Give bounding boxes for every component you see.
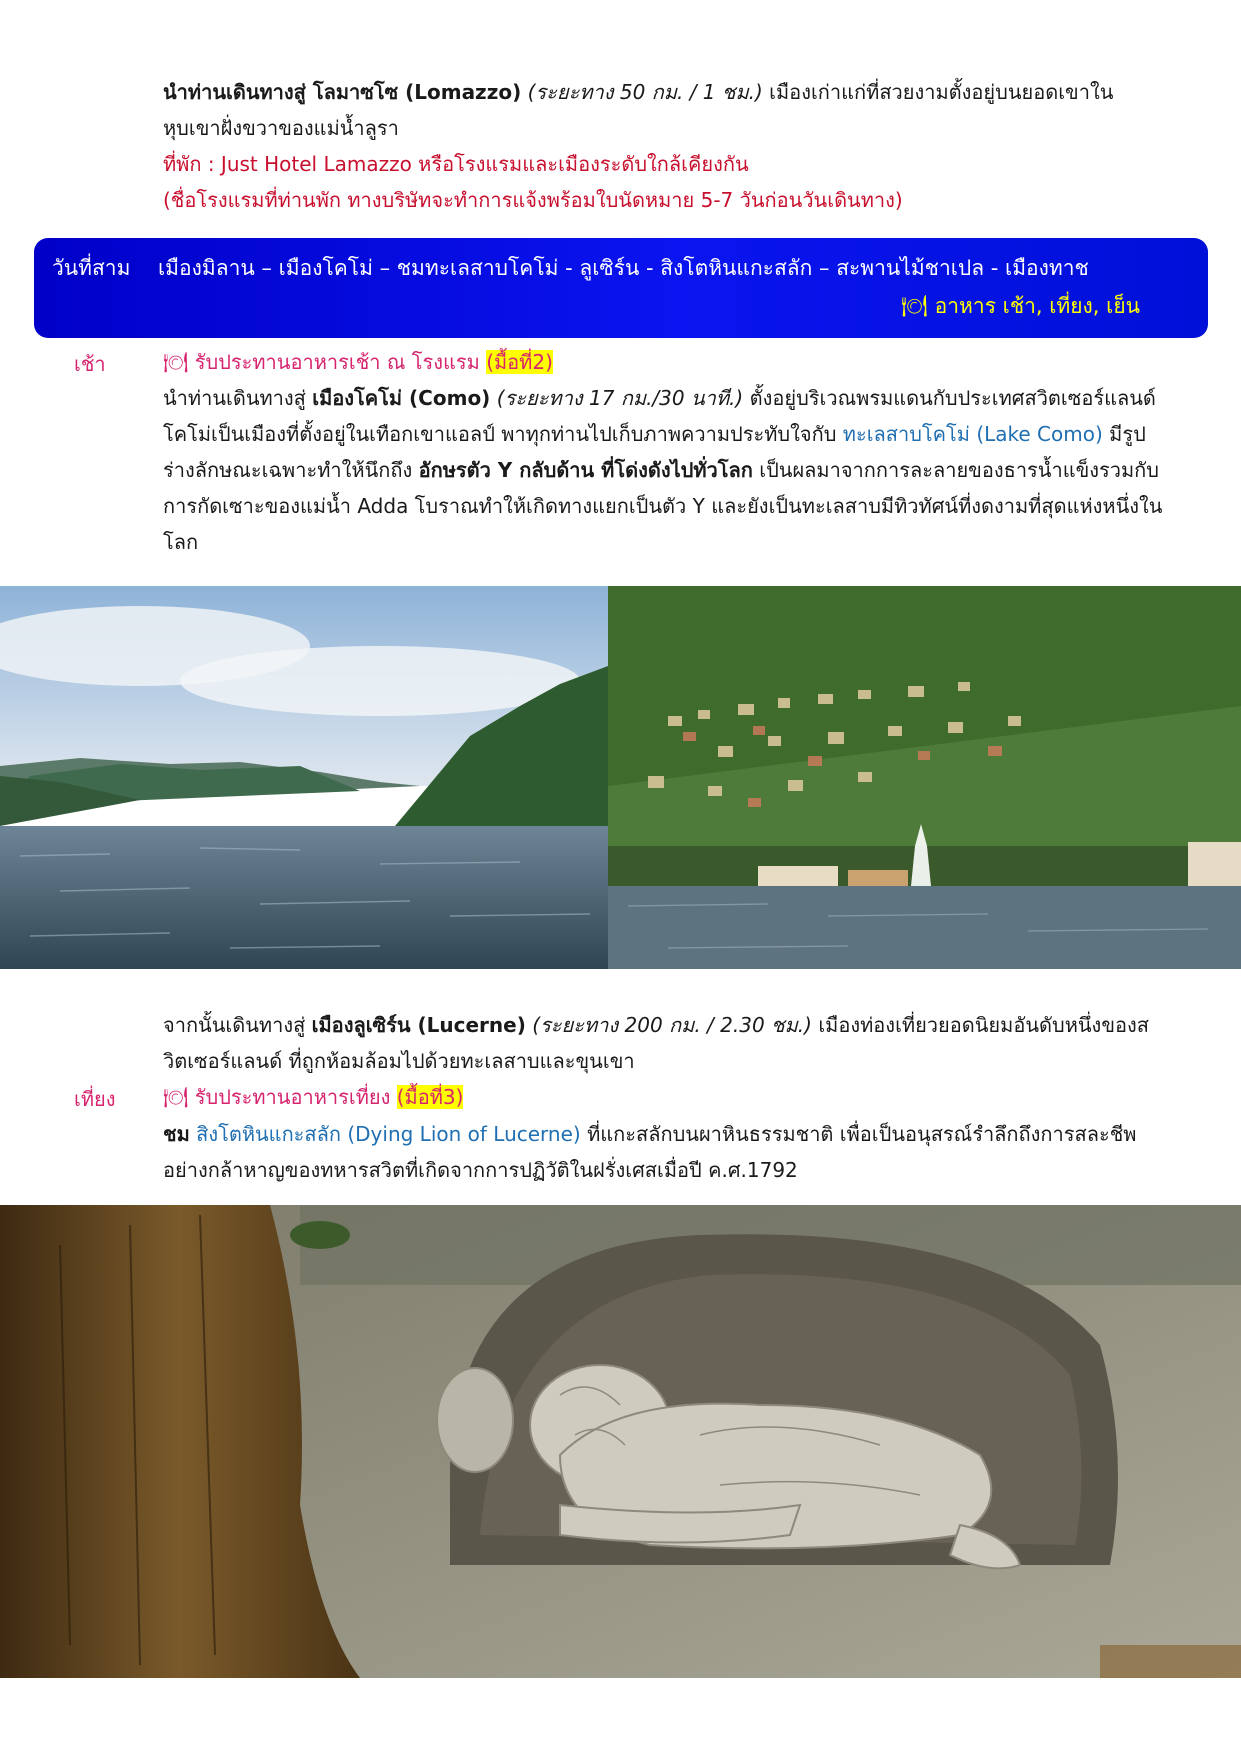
meal-plate-icon: 🍽 (163, 1085, 189, 1109)
day-meals (901, 290, 1140, 323)
y-shape-highlight: อักษรตัว Y กลับด้าน ที่โด่งดังไปทั่วโลก (418, 458, 753, 482)
dying-lion-link[interactable]: สิงโตหินแกะสลัก (Dying Lion of Lucerne) (196, 1122, 581, 1146)
lion-visit-label: ชม (163, 1122, 190, 1146)
meal-count-badge: (มื้อที่3) (396, 1085, 464, 1109)
lucerne-lead: จากนั้นเดินทางสู่ (163, 1013, 306, 1037)
day-header-bar (34, 238, 1208, 338)
meal-count-badge: (มื้อที่2) (486, 350, 553, 374)
lunch-line (163, 1079, 1168, 1115)
lucerne-title: เมืองลูเซิร์น (Lucerne) (311, 1013, 526, 1037)
como-shape-text: มีรูปร่างลักษณะเฉพาะทำให้นึกถึง (163, 422, 1146, 482)
hotel-line: ที่พัก : Just Hotel Lamazzo หรือโรงแรมและเมืองระดับใกล้เคียงกัน (163, 152, 749, 176)
como-formation-text: เป็นผลมาจากการละลายของธารน้ำแข็งรวมกับการกัดเซาะของแม่น้ำ Adda โบราณทำให้เกิดทางแยกเป็นตัว Y และยังเป็นทะเลสาบมีทิวทัศน์ที่งดงามที่สุดแห่งหนึ่งในโลก (163, 458, 1163, 554)
lomazzo-description: เมืองเก่าแก่ที่สวยงามตั้งอยู่บนยอดเขาในหุบเขาฝั่งขวาของแม่น้ำลูรา (163, 80, 1114, 140)
como-distance: (ระยะทาง 17 กม./30 นาที.) (496, 386, 744, 410)
lomazzo-distance: (ระยะทาง 50 กม. / 1 ชม.) (527, 80, 763, 104)
lion-paragraph (163, 1116, 1168, 1188)
lion-monument-photo (0, 1205, 1241, 1678)
como-town-photo (608, 586, 1241, 969)
como-paragraph (163, 380, 1168, 560)
lucerne-paragraph (163, 1007, 1168, 1079)
day-meals-label: อาหาร เช้า, เที่ยง, เย็น (934, 294, 1140, 318)
meal-plate-icon: 🍽 (163, 350, 189, 374)
day-route: เมืองมิลาน – เมืองโคโม่ – ชมทะเลสาบโคโม่ - ลูเซิร์น - สิงโตหินแกะสลัก – สะพานไม้ชาเปล - เมืองทาช (158, 256, 1089, 280)
breakfast-text: รับประทานอาหารเช้า ณ โรงแรม (194, 350, 480, 374)
lunch-text: รับประทานอาหารเที่ยง (194, 1085, 391, 1109)
day-label: วันที่สาม (52, 256, 131, 280)
lake-como-photo (0, 586, 608, 969)
hotel-note: (ชื่อโรงแรมที่ท่านพัก ทางบริษัทจะทำการแจ้งพร้อมใบนัดหมาย 5-7 วันก่อนวันเดินทาง) (163, 188, 903, 212)
lucerne-distance: (ระยะทาง 200 กม. / 2.30 ชม.) (532, 1013, 812, 1037)
lomazzo-heading: นำท่านเดินทางสู่ โลมาซโซ (Lomazzo) (163, 80, 522, 104)
time-label-noon: เที่ยง (74, 1087, 116, 1111)
meal-plate-icon: 🍽 (901, 294, 928, 318)
time-label-morning: เช้า (74, 352, 106, 376)
como-description: ตั้งอยู่บริเวณพรมแดนกับประเทศสวิตเซอร์แลนด์ โคโม่เป็นเมืองที่ตั้งอยู่ในเทือกเขาแอลป์ พาทุกท่านไปเก็บภาพความประทับใจกับ (163, 386, 1156, 446)
breakfast-line (163, 344, 1168, 380)
lion-description: ที่แกะสลักบนผาหินธรรมชาติ เพื่อเป็นอนุสรณ์รำลึกถึงการสละชีพอย่างกล้าหาญของทหารสวิตที่เกิดจากการปฏิวัติในฝรั่งเศสเมื่อปี ค.ศ.1792 (163, 1122, 1137, 1182)
lucerne-description: เมืองท่องเที่ยวยอดนิยมอันดับหนึ่งของสวิตเซอร์แลนด์ ที่ถูกห้อมล้อมไปด้วยทะเลสาบและขุนเขา (163, 1013, 1149, 1073)
como-lead: นำท่านเดินทางสู่ (163, 386, 306, 410)
como-title: เมืองโคโม่ (Como) (312, 386, 491, 410)
lake-como-link[interactable]: ทะเลสาบโคโม่ (Lake Como) (842, 422, 1103, 446)
intro-paragraph (163, 74, 1168, 146)
